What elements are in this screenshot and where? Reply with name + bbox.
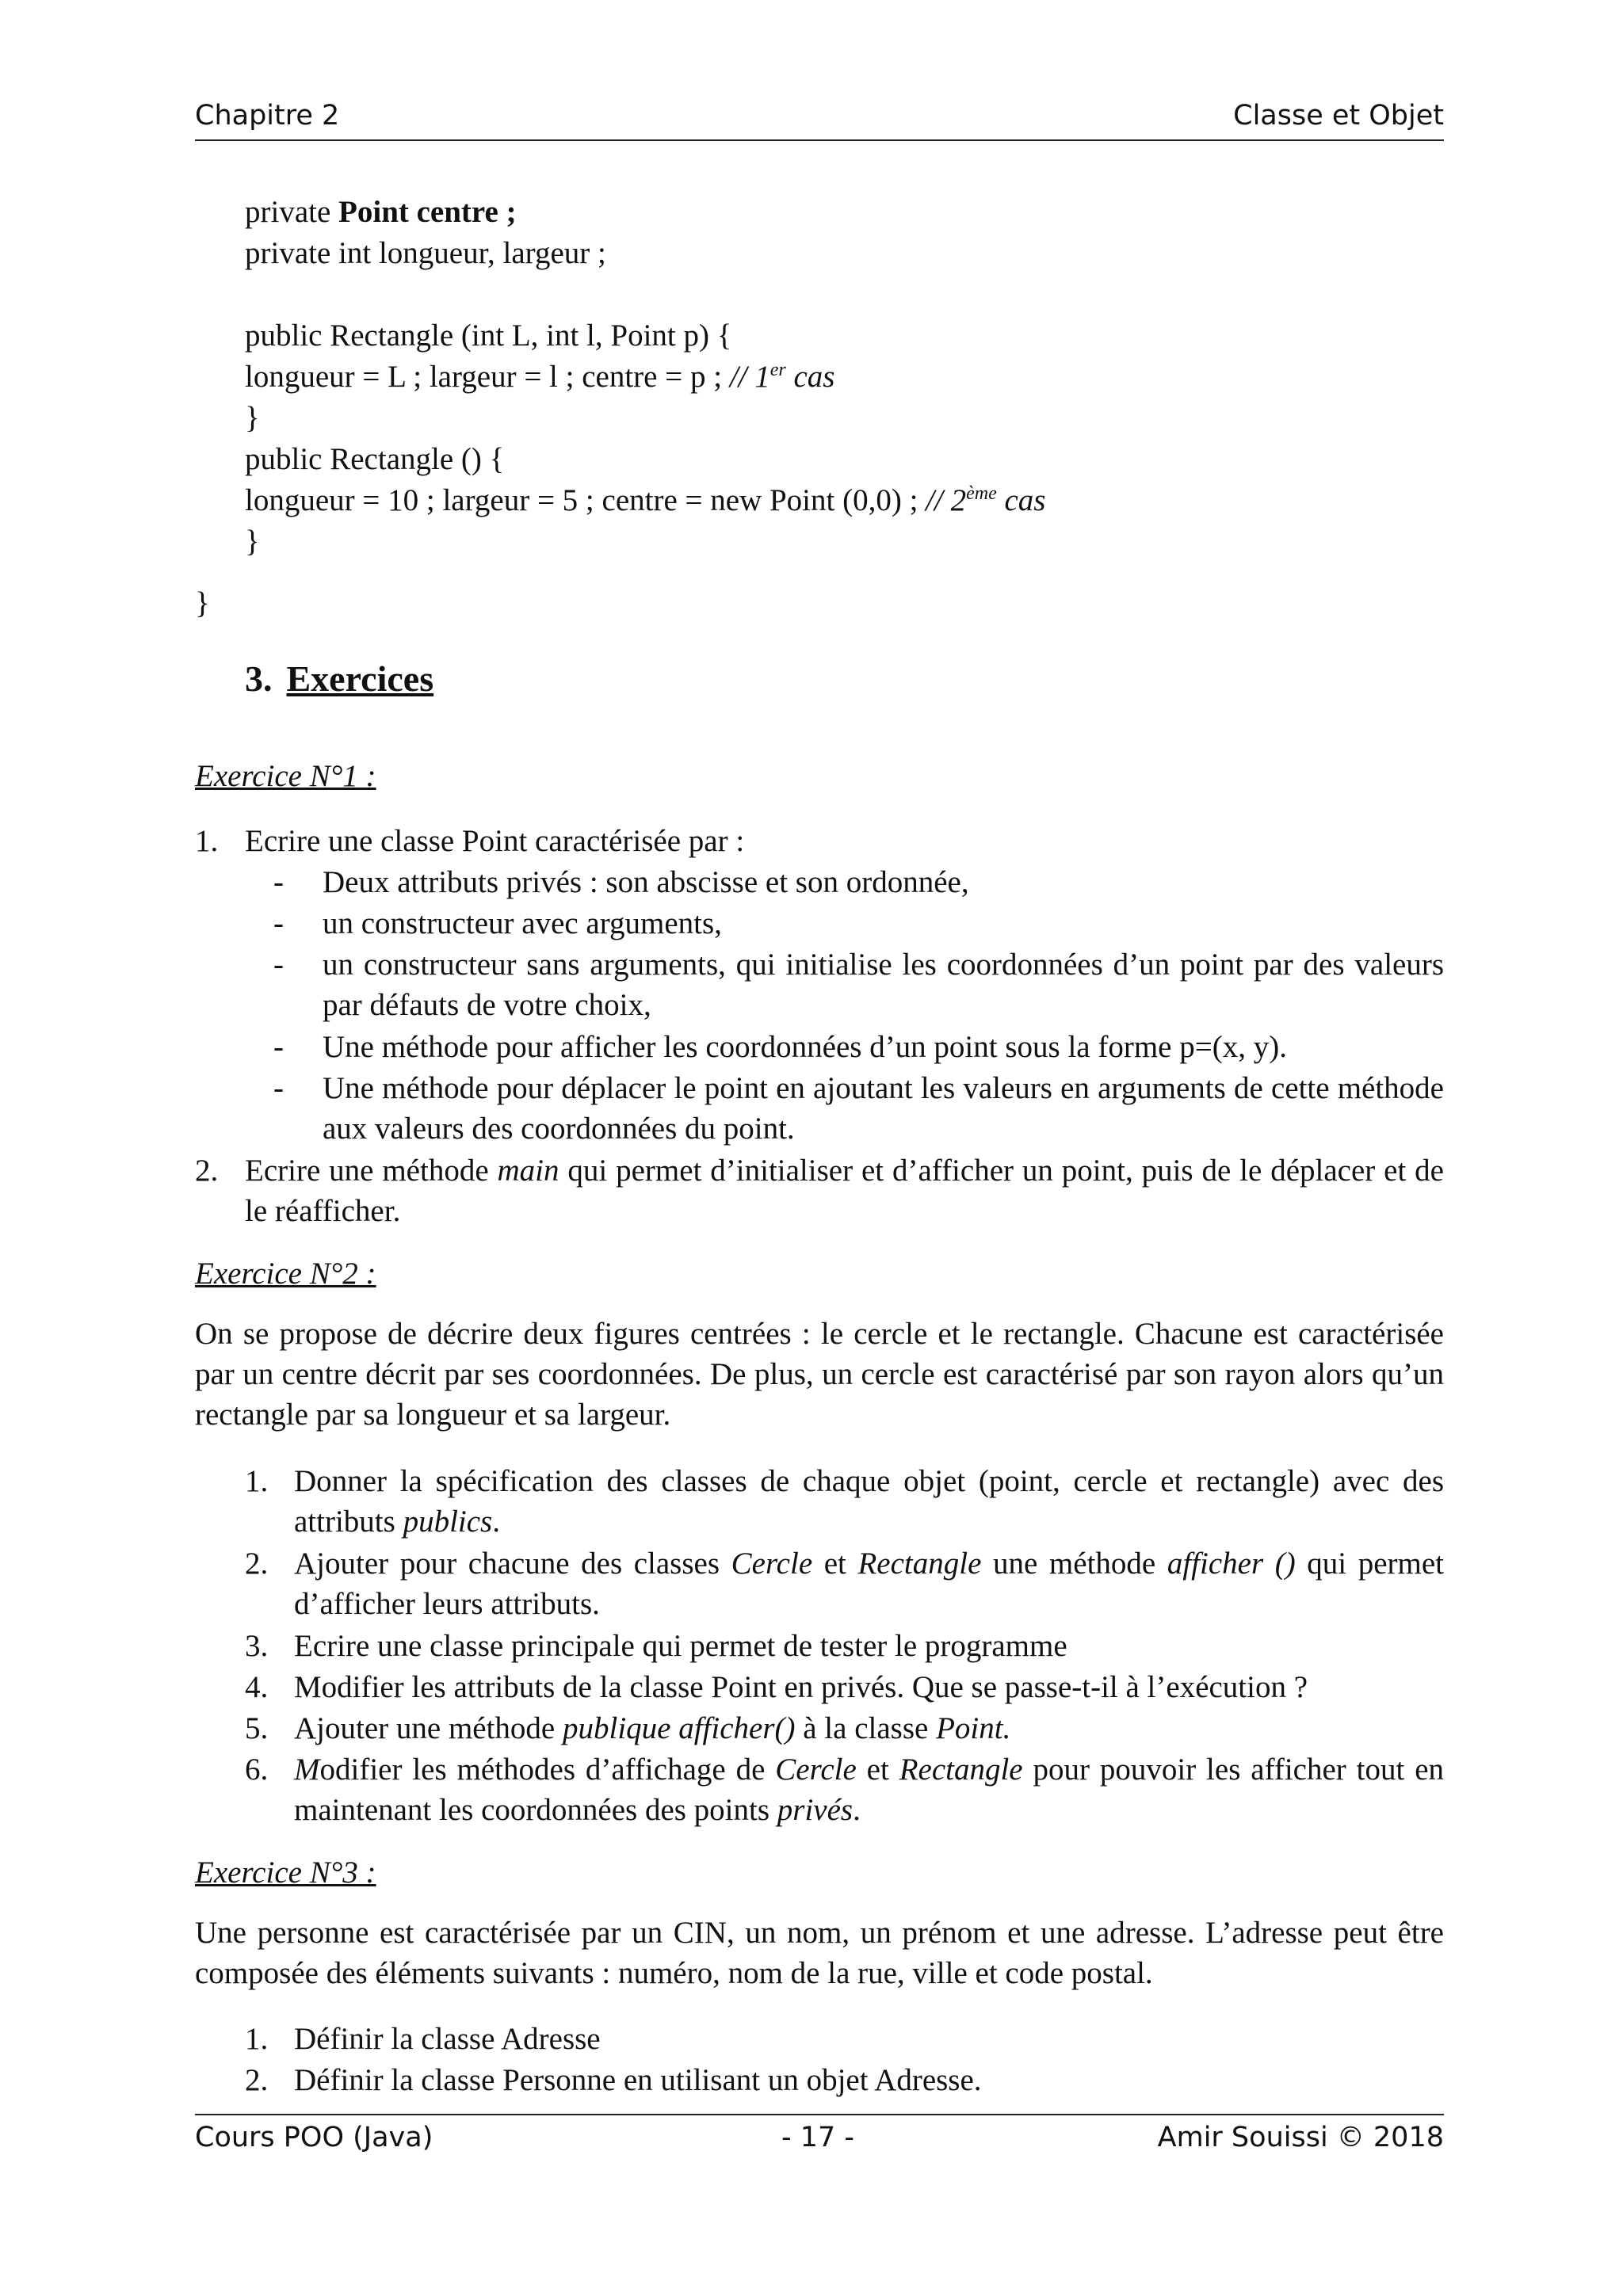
- code-line: }: [245, 524, 260, 559]
- code-line: longueur = L ; largeur = l ; centre = p ; // 1er cas: [245, 360, 835, 394]
- code-line: longueur = 10 ; largeur = 5 ; centre = new Point (0,0) ; // 2ème cas: [245, 483, 1046, 517]
- page-number: - 17 -: [781, 2122, 855, 2153]
- code-line: public Rectangle () {: [245, 442, 505, 476]
- footer-author: Amir Souissi © 2018: [1157, 2122, 1444, 2153]
- code-line: public Rectangle (int L, int l, Point p) {: [245, 318, 732, 353]
- exercise-3-intro: Une personne est caractérisée par un CIN, un nom, un prénom et une adresse. L’adresse peut être composée des éléments suivants : numéro, nom de la rue, ville et code postal.: [195, 1916, 1444, 1990]
- header-title: Classe et Objet: [1233, 100, 1444, 132]
- header-rule: [195, 139, 1444, 141]
- code-line: }: [245, 401, 260, 435]
- code-line: }: [195, 586, 210, 620]
- code-line: private Point centre ;: [245, 195, 517, 229]
- footer-course: Cours POO (Java): [195, 2122, 433, 2153]
- exercise-2-heading: Exercice N°2 :: [195, 1257, 376, 1291]
- exercise-1-heading: Exercice N°1 :: [195, 759, 376, 793]
- footer-rule: [195, 2114, 1444, 2115]
- exercise-2-intro: On se propose de décrire deux figures centrées : le cercle et le rectangle. Chacune est caractérisée par un centre décrit par ses coordonnées. De plus, un cercle est caractérisé par son rayon alors qu’un rectangle par sa longueur et sa largeur.: [195, 1317, 1444, 1432]
- code-line: private int longueur, largeur ;: [245, 236, 606, 270]
- header-chapter: Chapitre 2: [195, 100, 340, 132]
- section-title: 3. Exercices: [245, 658, 434, 699]
- exercise-3-heading: Exercice N°3 :: [195, 1855, 376, 1890]
